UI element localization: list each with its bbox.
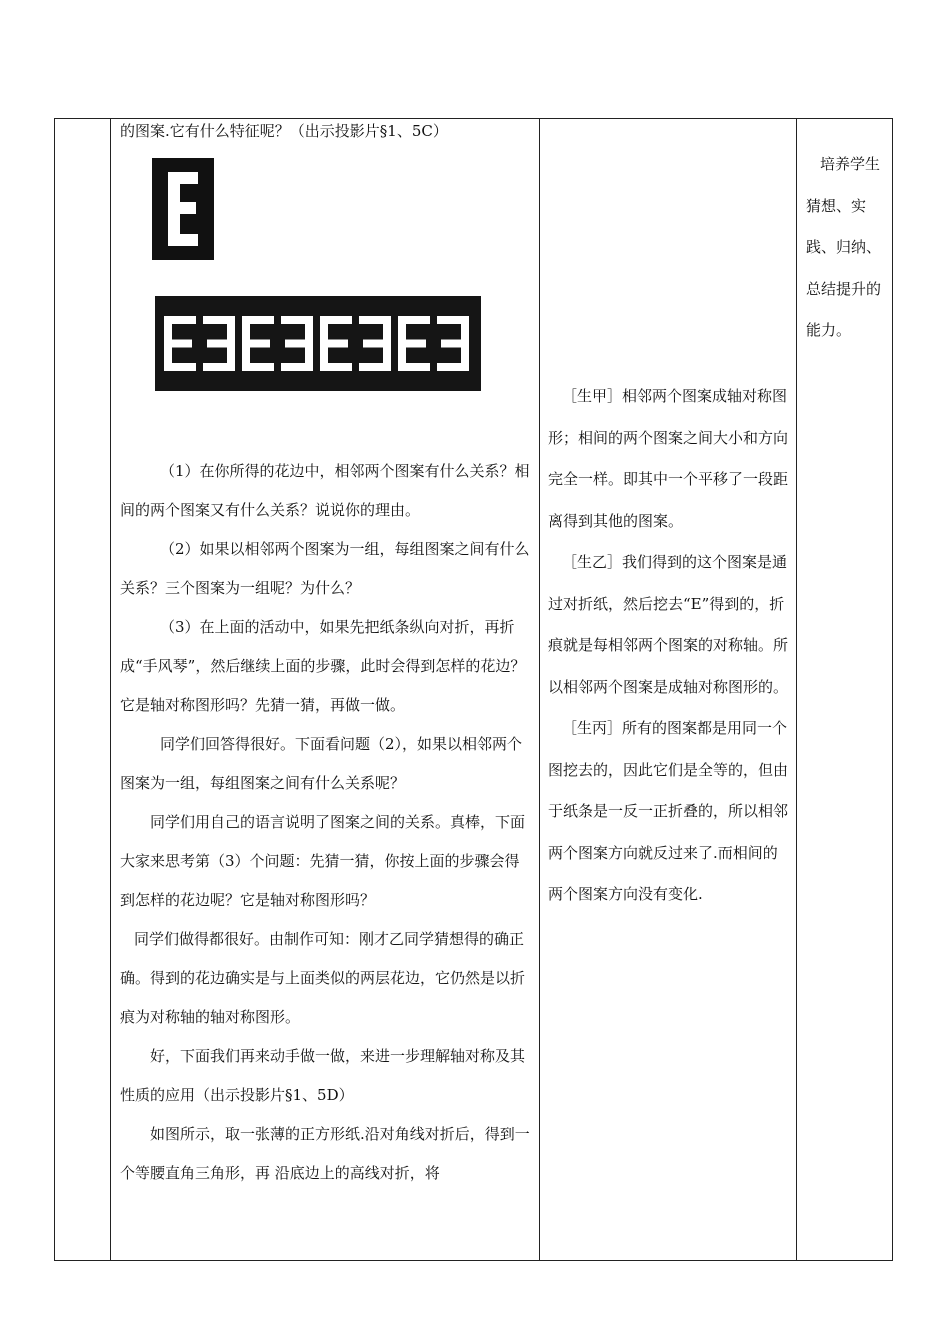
student-column <box>548 376 788 916</box>
paragraph-fold-instructions: 如图所示，取一张薄的正方形纸.沿对角线对折后，得到一个等腰直角三角形，再 沿底边上的高线对折，将 <box>120 1125 530 1182</box>
column-divider <box>539 118 540 1261</box>
teacher-questions <box>120 452 530 1193</box>
e-border-strip-figure <box>155 296 481 391</box>
question-3: （3）在上面的活动中，如果先把纸条纵向对折，再折成“手风琴”，然后继续上面的步骤，此时会得到怎样的花边？它是轴对称图形吗？先猜一猜，再做一做。 <box>120 618 526 714</box>
question-2: （2）如果以相邻两个图案为一组，每组图案之间有什么关系？三个图案为一组呢？为什么？ <box>120 540 530 597</box>
student-answer-bing: ［生丙］所有的图案都是用同一个图挖去的，因此它们是全等的，但由于纸条是一反一正折叠的，所以相邻两个图案方向就反过来了.而相间的两个图案方向没有变化. <box>548 719 789 903</box>
question-1: （1）在你所得的花边中，相邻两个图案有什么关系？相间的两个图案又有什么关系？说说你的理由。 <box>120 462 530 519</box>
e-letter-figure <box>152 158 214 260</box>
paragraph-next-activity: 好，下面我们再来动手做一做，来进一步理解轴对称及其性质的应用（出示投影片§1、5D） <box>120 1047 526 1104</box>
teacher-column <box>120 118 530 151</box>
intent-column <box>806 144 886 352</box>
paragraph-explain: 同学们用自己的语言说明了图案之间的关系。真棒，下面大家来思考第（3）个问题：先猜一猜，你按上面的步骤会得到怎样的花边呢？它是轴对称图形吗？ <box>120 813 526 909</box>
column-divider <box>796 118 797 1261</box>
design-goal: 培养学生猜想、实践、归纳、总结提升的能力。 <box>806 155 882 339</box>
student-answer-jia: ［生甲］相邻两个图案成轴对称图形；相间的两个图案之间大小和方向完全一样。即其中一个平移了一段距离得到其他的图案。 <box>548 387 789 530</box>
student-answer-yi: ［生乙］我们得到的这个图案是通过对折纸，然后挖去“E”得到的，折痕就是每相邻两个图案的对称轴。所以相邻两个图案是成轴对称图形的。 <box>548 553 789 696</box>
intro-text: 的图案.它有什么特征呢？（出示投影片§1、5C） <box>120 122 448 140</box>
column-divider <box>110 118 111 1261</box>
paragraph-conclusion: 同学们做得都很好。由制作可知：刚才乙同学猜想得的确正确。得到的花边确实是与上面类似的两层花边，它仍然是以折痕为对称轴的轴对称图形。 <box>120 930 526 1026</box>
paragraph-answer-good: 同学们回答得很好。下面看问题（2），如果以相邻两个图案为一组，每组图案之间有什么关系呢？ <box>120 735 523 792</box>
